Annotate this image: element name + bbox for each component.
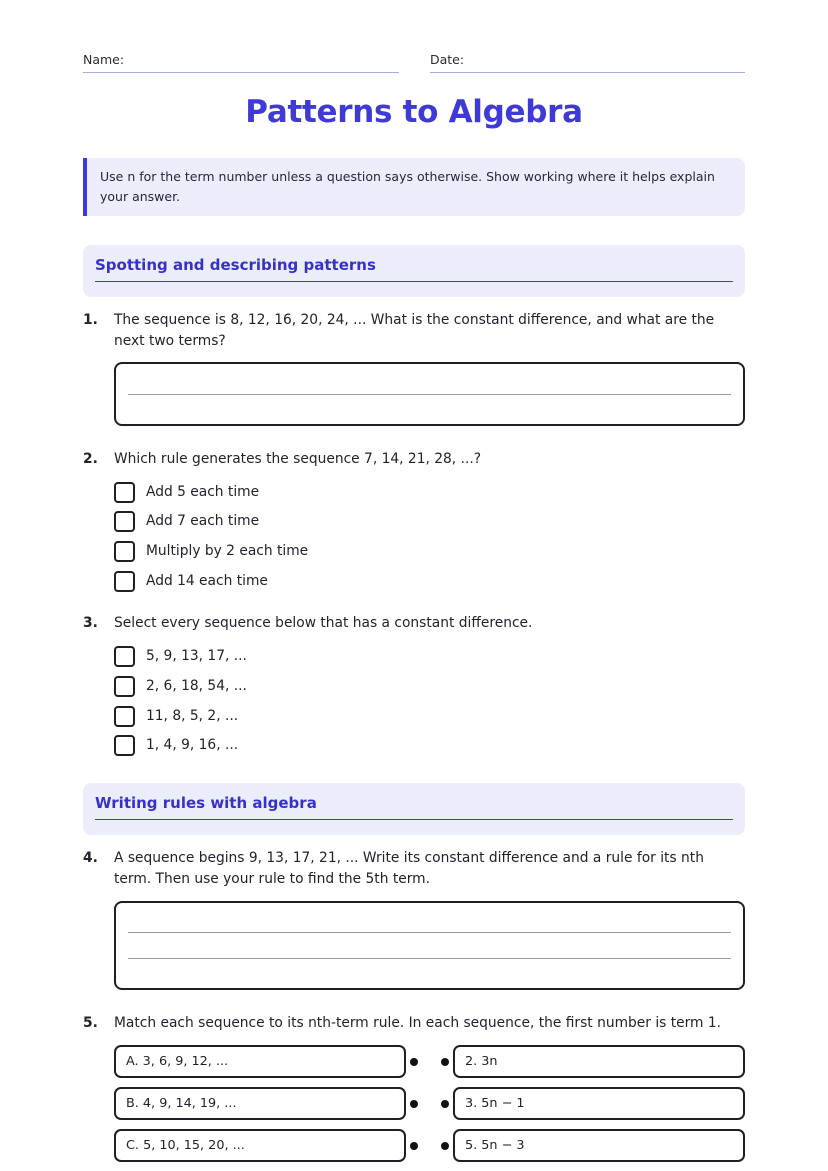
answer-line <box>128 958 731 959</box>
page-title: Patterns to Algebra <box>245 94 583 130</box>
match-right-2[interactable] <box>453 1087 745 1120</box>
checkbox[interactable] <box>114 511 135 532</box>
section-underline <box>95 819 733 820</box>
option-label: 2, 6, 18, 54, ... <box>146 678 247 694</box>
answer-box-1[interactable] <box>114 362 745 426</box>
answer-line <box>128 394 731 395</box>
name-label: Name: <box>83 52 125 67</box>
name-field[interactable] <box>83 52 399 67</box>
match-dot-left[interactable] <box>410 1058 418 1066</box>
date-label: Date: <box>430 52 465 67</box>
checkbox[interactable] <box>114 706 135 727</box>
match-label: 2. 3n <box>465 1054 498 1069</box>
match-dot-right[interactable] <box>441 1100 449 1108</box>
option-label: 11, 8, 5, 2, ... <box>146 708 239 724</box>
question-number: 1. <box>83 312 98 328</box>
section-header-patterns <box>83 245 745 297</box>
answer-box-4[interactable] <box>114 901 745 990</box>
date-field[interactable] <box>430 52 745 67</box>
section-title: Spotting and describing patterns <box>95 256 376 274</box>
option-label: Add 14 each time <box>146 573 268 589</box>
match-left-c[interactable] <box>114 1129 406 1162</box>
question-text: A sequence begins 9, 13, 17, 21, ... Write its constant difference and a rule for its nth term. Then use your rule to find the 5th term. <box>114 850 704 887</box>
answer-line <box>128 932 731 933</box>
match-dot-left[interactable] <box>410 1100 418 1108</box>
question-number: 2. <box>83 451 98 467</box>
checkbox[interactable] <box>114 676 135 697</box>
match-right-3[interactable] <box>453 1129 745 1162</box>
match-label: 3. 5n − 1 <box>465 1096 525 1111</box>
match-label: 5. 5n − 3 <box>465 1138 525 1153</box>
question-1 <box>83 310 745 354</box>
section-underline <box>95 281 733 282</box>
option-label: 5, 9, 13, 17, ... <box>146 648 247 664</box>
section-title: Writing rules with algebra <box>95 794 317 812</box>
instructions-note: Use n for the term number unless a question says otherwise. Show working where it helps explain your answer. <box>83 158 745 216</box>
match-dot-left[interactable] <box>410 1142 418 1150</box>
question-number: 4. <box>83 850 98 866</box>
match-dot-right[interactable] <box>441 1142 449 1150</box>
checkbox[interactable] <box>114 571 135 592</box>
option-label: Multiply by 2 each time <box>146 543 309 559</box>
match-label: C. 5, 10, 15, 20, ... <box>126 1138 245 1153</box>
match-label: B. 4, 9, 14, 19, ... <box>126 1096 237 1111</box>
question-2 <box>83 449 745 471</box>
checkbox[interactable] <box>114 646 135 667</box>
match-right-1[interactable] <box>453 1045 745 1078</box>
question-text: Select every sequence below that has a constant difference. <box>114 615 533 631</box>
option-label: 1, 4, 9, 16, ... <box>146 737 239 753</box>
name-line <box>83 72 399 73</box>
section-header-algebra <box>83 783 745 835</box>
question-number: 3. <box>83 615 98 631</box>
option-label: Add 5 each time <box>146 484 260 500</box>
question-text: The sequence is 8, 12, 16, 20, 24, ... What is the constant difference, and what are the next two terms? <box>114 312 715 349</box>
match-dot-right[interactable] <box>441 1058 449 1066</box>
question-4 <box>83 848 745 892</box>
question-number: 5. <box>83 1015 98 1031</box>
match-label: A. 3, 6, 9, 12, ... <box>126 1054 229 1069</box>
option-label: Add 7 each time <box>146 513 260 529</box>
match-left-a[interactable] <box>114 1045 406 1078</box>
question-5 <box>83 1013 745 1035</box>
match-left-b[interactable] <box>114 1087 406 1120</box>
checkbox[interactable] <box>114 735 135 756</box>
checkbox[interactable] <box>114 482 135 503</box>
question-text: Match each sequence to its nth-term rule. In each sequence, the first number is term 1. <box>114 1015 722 1031</box>
checkbox[interactable] <box>114 541 135 562</box>
date-line <box>430 72 745 73</box>
question-text: Which rule generates the sequence 7, 14, 21, 28, ...? <box>114 451 482 467</box>
question-3 <box>83 613 745 635</box>
